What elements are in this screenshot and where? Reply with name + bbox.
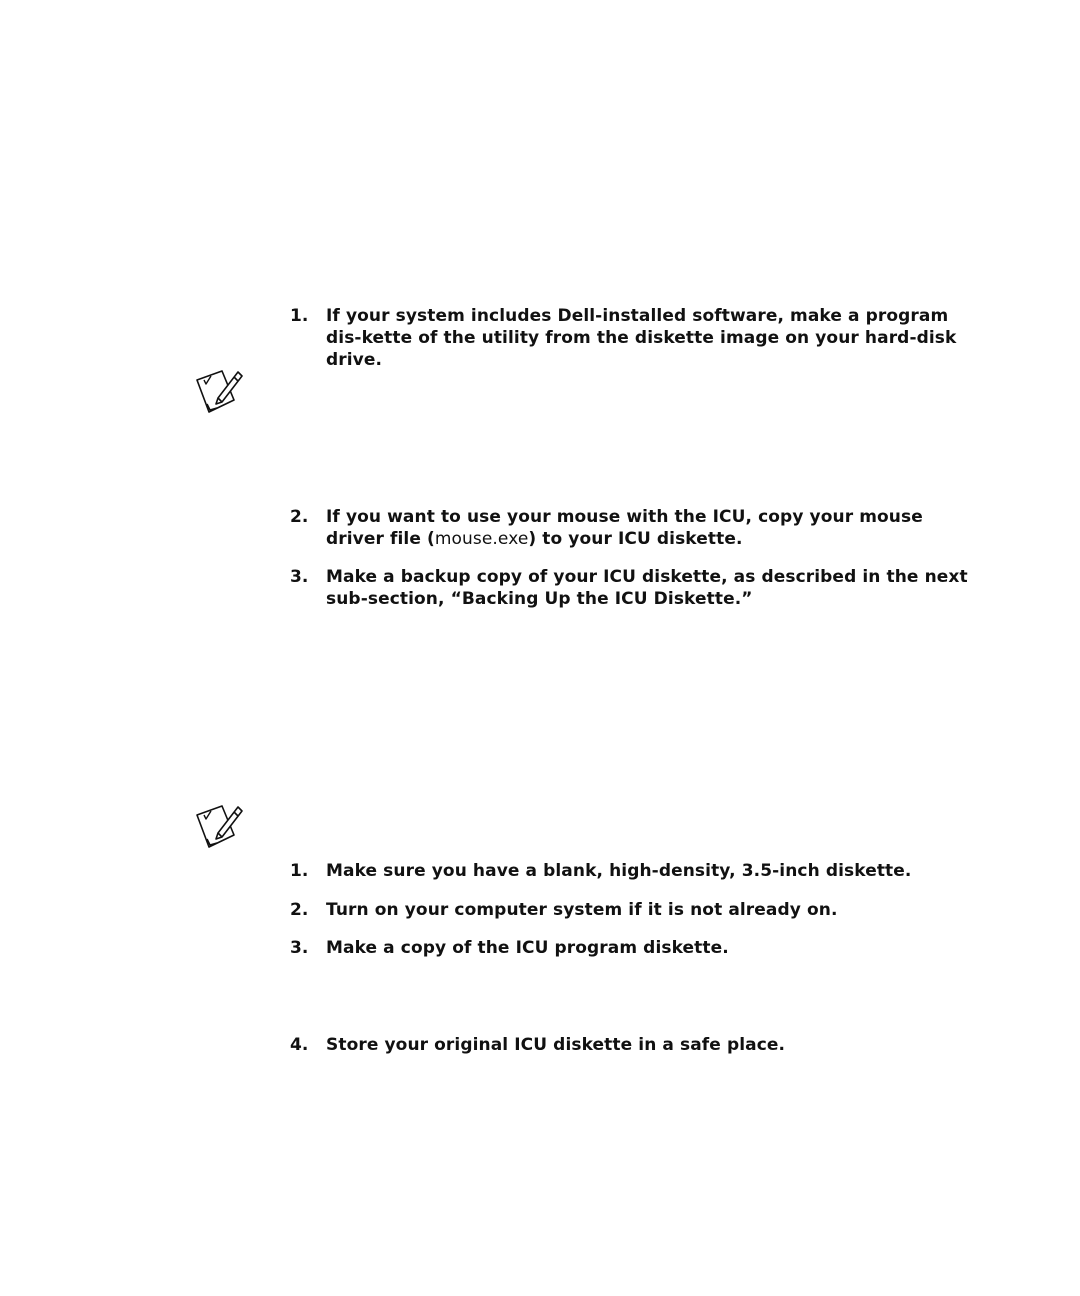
step-number: 2. — [290, 900, 309, 920]
step-text: If your system includes Dell-installed software, make a program dis-kette of the utility from the diskette image on your hard-disk drive. — [326, 306, 957, 370]
step-text: Store your original ICU diskette in a safe place. — [326, 1035, 786, 1055]
step-text: Make a backup copy of your ICU diskette, as described in the next sub-section, “Backing Up the ICU Diskette.” — [326, 567, 968, 609]
list-item — [290, 860, 980, 882]
list-item — [290, 305, 980, 371]
note-pencil-icon — [194, 368, 246, 416]
list-item — [290, 937, 980, 959]
step-number: 1. — [290, 861, 309, 881]
note-pencil-icon — [194, 803, 246, 851]
step-text: Turn on your computer system if it is not already on. — [326, 900, 838, 920]
list-item — [290, 899, 980, 921]
step-number: 1. — [290, 306, 309, 326]
list-item — [290, 506, 980, 550]
step-number: 4. — [290, 1035, 309, 1055]
step-text-part: If you want to use your mouse with the ICU, copy your mouse driver file ( — [326, 507, 923, 549]
step-text: Make sure you have a blank, high-density, 3.5-inch diskette. — [326, 861, 912, 881]
step-number: 3. — [290, 938, 309, 958]
step-text — [326, 506, 980, 550]
filename: mouse.exe — [434, 529, 529, 549]
step-number: 3. — [290, 567, 309, 587]
list-item — [290, 1034, 980, 1056]
step-text-part: ) to your ICU diskette. — [528, 529, 743, 549]
step-text: Make a copy of the ICU program diskette. — [326, 938, 729, 958]
list-item — [290, 566, 980, 610]
step-number: 2. — [290, 507, 309, 527]
